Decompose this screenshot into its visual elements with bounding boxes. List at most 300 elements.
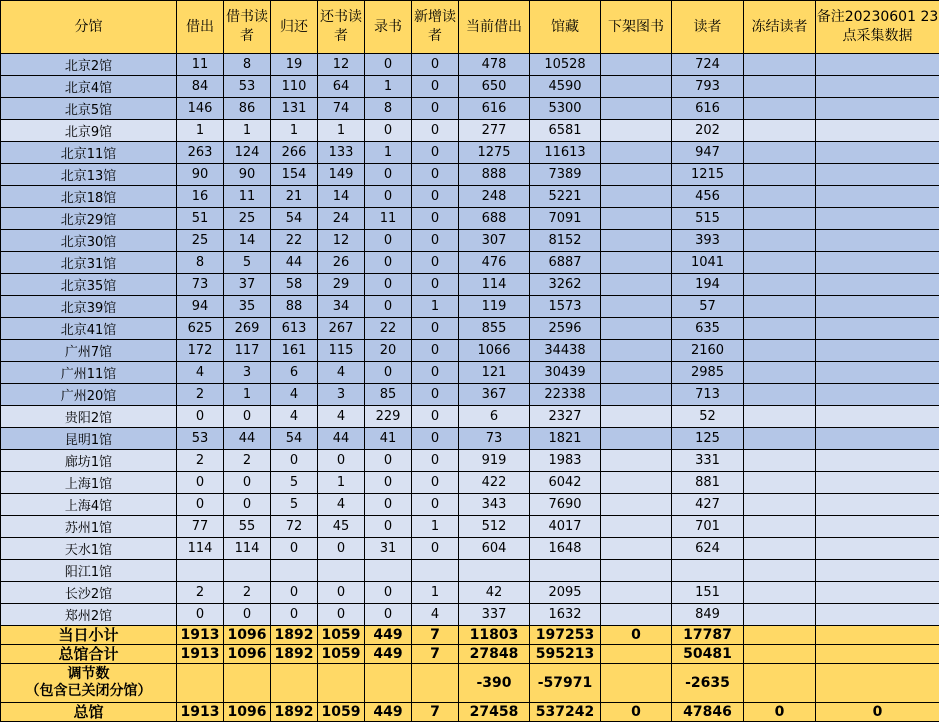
frozen-cell xyxy=(744,645,816,664)
collection-cell: 11613 xyxy=(530,142,601,164)
delisted-cell xyxy=(601,538,672,560)
readers-cell: 331 xyxy=(672,450,744,472)
note-cell xyxy=(816,494,939,516)
collection-cell: 595213 xyxy=(530,645,601,664)
recorded-cell: 449 xyxy=(365,626,412,645)
current-out-cell: 337 xyxy=(459,604,530,626)
borrowers-cell: 53 xyxy=(224,76,271,98)
new-readers-cell: 0 xyxy=(412,208,459,230)
collection-cell: 30439 xyxy=(530,362,601,384)
borrow-cell: 11 xyxy=(177,54,224,76)
frozen-cell xyxy=(744,582,816,604)
recorded-cell xyxy=(365,664,412,703)
recorded-cell: 0 xyxy=(365,164,412,186)
grand-total-row xyxy=(1,703,939,722)
returned-cell: 154 xyxy=(271,164,318,186)
branch-name-cell: 北京11馆 xyxy=(1,142,177,164)
frozen-cell xyxy=(744,164,816,186)
returned-cell: 21 xyxy=(271,186,318,208)
collection-cell: 1821 xyxy=(530,428,601,450)
branch-name-cell: 北京39馆 xyxy=(1,296,177,318)
branch-name-cell: 北京2馆 xyxy=(1,54,177,76)
current-out-cell: 1066 xyxy=(459,340,530,362)
header-row xyxy=(1,1,939,54)
current-out-cell: 616 xyxy=(459,98,530,120)
note-cell xyxy=(816,120,939,142)
returned-cell: 58 xyxy=(271,274,318,296)
borrow-cell: 114 xyxy=(177,538,224,560)
readers-cell: 1215 xyxy=(672,164,744,186)
returned-cell: 6 xyxy=(271,362,318,384)
note-cell xyxy=(816,164,939,186)
frozen-cell xyxy=(744,76,816,98)
new-readers-cell: 0 xyxy=(412,318,459,340)
branch-name-cell: 北京29馆 xyxy=(1,208,177,230)
collection-cell: 7690 xyxy=(530,494,601,516)
current-out-cell: -390 xyxy=(459,664,530,703)
header-returners: 还书读者 xyxy=(318,1,365,54)
table-row xyxy=(1,164,939,186)
recorded-cell: 0 xyxy=(365,120,412,142)
returned-cell: 72 xyxy=(271,516,318,538)
delisted-cell xyxy=(601,560,672,582)
returners-cell xyxy=(318,664,365,703)
borrow-cell: 625 xyxy=(177,318,224,340)
delisted-cell xyxy=(601,230,672,252)
recorded-cell: 0 xyxy=(365,274,412,296)
delisted-cell xyxy=(601,54,672,76)
branch-name-cell: 上海1馆 xyxy=(1,472,177,494)
current-out-cell: 6 xyxy=(459,406,530,428)
frozen-cell xyxy=(744,450,816,472)
branch-name-cell: 北京9馆 xyxy=(1,120,177,142)
new-readers-cell xyxy=(412,664,459,703)
borrow-cell: 8 xyxy=(177,252,224,274)
collection-cell: 1573 xyxy=(530,296,601,318)
note-cell xyxy=(816,472,939,494)
table-row xyxy=(1,494,939,516)
borrow-cell: 0 xyxy=(177,406,224,428)
frozen-cell xyxy=(744,142,816,164)
collection-cell: 6887 xyxy=(530,252,601,274)
delisted-cell xyxy=(601,645,672,664)
table-row xyxy=(1,252,939,274)
collection-cell: 34438 xyxy=(530,340,601,362)
readers-cell: 701 xyxy=(672,516,744,538)
recorded-cell: 229 xyxy=(365,406,412,428)
current-out-cell: 1275 xyxy=(459,142,530,164)
returners-cell: 44 xyxy=(318,428,365,450)
borrow-cell: 263 xyxy=(177,142,224,164)
new-readers-cell: 0 xyxy=(412,472,459,494)
borrow-cell: 16 xyxy=(177,186,224,208)
adjustment-row xyxy=(1,664,939,703)
note-cell xyxy=(816,626,939,645)
readers-cell: 47846 xyxy=(672,703,744,722)
recorded-cell: 0 xyxy=(365,230,412,252)
table-row xyxy=(1,538,939,560)
table-body xyxy=(1,54,939,722)
borrow-cell: 94 xyxy=(177,296,224,318)
returners-cell: 0 xyxy=(318,450,365,472)
borrowers-cell: 25 xyxy=(224,208,271,230)
table-row xyxy=(1,98,939,120)
returned-cell: 0 xyxy=(271,538,318,560)
delisted-cell xyxy=(601,362,672,384)
frozen-cell xyxy=(744,494,816,516)
frozen-cell xyxy=(744,604,816,626)
note-cell xyxy=(816,384,939,406)
returned-cell: 266 xyxy=(271,142,318,164)
current-out-cell: 114 xyxy=(459,274,530,296)
table-row xyxy=(1,76,939,98)
branch-name-cell: 北京35馆 xyxy=(1,274,177,296)
frozen-cell: 0 xyxy=(744,703,816,722)
returners-cell: 64 xyxy=(318,76,365,98)
borrow-cell: 1913 xyxy=(177,703,224,722)
current-out-cell: 11803 xyxy=(459,626,530,645)
header-delisted: 下架图书 xyxy=(601,1,672,54)
returned-cell: 44 xyxy=(271,252,318,274)
delisted-cell xyxy=(601,318,672,340)
collection-cell: 197253 xyxy=(530,626,601,645)
table-row xyxy=(1,406,939,428)
readers-cell: 393 xyxy=(672,230,744,252)
new-readers-cell: 0 xyxy=(412,274,459,296)
new-readers-cell: 0 xyxy=(412,164,459,186)
note-cell xyxy=(816,340,939,362)
frozen-cell xyxy=(744,538,816,560)
table-row xyxy=(1,318,939,340)
current-out-cell: 27848 xyxy=(459,645,530,664)
header-collection: 馆藏 xyxy=(530,1,601,54)
branch-name-cell: 当日小计 xyxy=(1,626,177,645)
frozen-cell xyxy=(744,428,816,450)
frozen-cell xyxy=(744,664,816,703)
branch-name-cell: 北京5馆 xyxy=(1,98,177,120)
collection-cell: 10528 xyxy=(530,54,601,76)
recorded-cell: 31 xyxy=(365,538,412,560)
new-readers-cell: 0 xyxy=(412,252,459,274)
note-cell xyxy=(816,362,939,384)
current-out-cell: 888 xyxy=(459,164,530,186)
table-row xyxy=(1,560,939,582)
borrow-cell: 0 xyxy=(177,604,224,626)
readers-cell: 456 xyxy=(672,186,744,208)
borrowers-cell: 3 xyxy=(224,362,271,384)
adjustment-label: 调节数 xyxy=(67,666,110,682)
recorded-cell: 85 xyxy=(365,384,412,406)
readers-cell: 624 xyxy=(672,538,744,560)
returned-cell: 54 xyxy=(271,428,318,450)
borrowers-cell: 1096 xyxy=(224,703,271,722)
note-cell xyxy=(816,252,939,274)
note-cell xyxy=(816,54,939,76)
note-cell xyxy=(816,645,939,664)
returners-cell: 149 xyxy=(318,164,365,186)
returned-cell: 110 xyxy=(271,76,318,98)
recorded-cell xyxy=(365,560,412,582)
recorded-cell: 0 xyxy=(365,604,412,626)
new-readers-cell: 0 xyxy=(412,54,459,76)
delisted-cell xyxy=(601,120,672,142)
returners-cell xyxy=(318,560,365,582)
delisted-cell xyxy=(601,186,672,208)
recorded-cell: 0 xyxy=(365,252,412,274)
table-row xyxy=(1,186,939,208)
frozen-cell xyxy=(744,384,816,406)
readers-cell: 125 xyxy=(672,428,744,450)
branch-name-cell: 北京13馆 xyxy=(1,164,177,186)
returned-cell: 1892 xyxy=(271,703,318,722)
header-readers: 读者 xyxy=(672,1,744,54)
borrow-cell: 73 xyxy=(177,274,224,296)
recorded-cell: 1 xyxy=(365,142,412,164)
returners-cell: 4 xyxy=(318,406,365,428)
returners-cell: 26 xyxy=(318,252,365,274)
new-readers-cell: 1 xyxy=(412,516,459,538)
returners-cell: 4 xyxy=(318,494,365,516)
collection-cell: 5221 xyxy=(530,186,601,208)
borrowers-cell: 117 xyxy=(224,340,271,362)
collection-cell: 7389 xyxy=(530,164,601,186)
borrowers-cell xyxy=(224,664,271,703)
note-cell xyxy=(816,406,939,428)
collection-cell: -57971 xyxy=(530,664,601,703)
borrow-cell: 1913 xyxy=(177,645,224,664)
table-row xyxy=(1,582,939,604)
readers-cell: 713 xyxy=(672,384,744,406)
new-readers-cell: 0 xyxy=(412,538,459,560)
new-readers-cell: 1 xyxy=(412,582,459,604)
header-note: 备注20230601 23点采集数据 xyxy=(816,1,939,54)
current-out-cell: 650 xyxy=(459,76,530,98)
branch-name-cell: 广州20馆 xyxy=(1,384,177,406)
note-cell xyxy=(816,230,939,252)
note-cell xyxy=(816,428,939,450)
branch-name-cell: 广州7馆 xyxy=(1,340,177,362)
readers-cell: 849 xyxy=(672,604,744,626)
table-row xyxy=(1,340,939,362)
frozen-cell xyxy=(744,208,816,230)
recorded-cell: 0 xyxy=(365,516,412,538)
note-cell xyxy=(816,516,939,538)
readers-cell xyxy=(672,560,744,582)
note-cell xyxy=(816,76,939,98)
returners-cell: 1 xyxy=(318,472,365,494)
current-out-cell: 248 xyxy=(459,186,530,208)
returned-cell: 0 xyxy=(271,604,318,626)
delisted-cell xyxy=(601,450,672,472)
returners-cell: 133 xyxy=(318,142,365,164)
readers-cell: 57 xyxy=(672,296,744,318)
readers-cell: 793 xyxy=(672,76,744,98)
borrow-cell xyxy=(177,664,224,703)
borrowers-cell: 1096 xyxy=(224,645,271,664)
returned-cell: 161 xyxy=(271,340,318,362)
delisted-cell: 0 xyxy=(601,626,672,645)
new-readers-cell: 0 xyxy=(412,230,459,252)
current-out-cell: 604 xyxy=(459,538,530,560)
current-out-cell: 367 xyxy=(459,384,530,406)
current-out-cell xyxy=(459,560,530,582)
borrowers-cell: 14 xyxy=(224,230,271,252)
daily-subtotal-row xyxy=(1,626,939,645)
note-cell xyxy=(816,582,939,604)
table-row xyxy=(1,516,939,538)
returned-cell: 1892 xyxy=(271,645,318,664)
readers-cell: 616 xyxy=(672,98,744,120)
readers-cell: 947 xyxy=(672,142,744,164)
note-cell xyxy=(816,560,939,582)
branch-name-cell: 贵阳2馆 xyxy=(1,406,177,428)
recorded-cell: 22 xyxy=(365,318,412,340)
borrow-cell: 84 xyxy=(177,76,224,98)
returned-cell: 0 xyxy=(271,450,318,472)
returners-cell: 24 xyxy=(318,208,365,230)
current-out-cell: 512 xyxy=(459,516,530,538)
table-row xyxy=(1,230,939,252)
borrow-cell: 146 xyxy=(177,98,224,120)
returned-cell: 5 xyxy=(271,494,318,516)
branch-total-row xyxy=(1,645,939,664)
frozen-cell xyxy=(744,362,816,384)
table-row xyxy=(1,142,939,164)
readers-cell: 881 xyxy=(672,472,744,494)
recorded-cell: 0 xyxy=(365,186,412,208)
borrowers-cell: 0 xyxy=(224,406,271,428)
returned-cell xyxy=(271,560,318,582)
table-row xyxy=(1,208,939,230)
table-row xyxy=(1,450,939,472)
delisted-cell xyxy=(601,582,672,604)
collection-cell: 537242 xyxy=(530,703,601,722)
branch-name-cell: 郑州2馆 xyxy=(1,604,177,626)
returners-cell: 267 xyxy=(318,318,365,340)
current-out-cell: 121 xyxy=(459,362,530,384)
header-borrowers: 借书读者 xyxy=(224,1,271,54)
returned-cell: 54 xyxy=(271,208,318,230)
readers-cell: 17787 xyxy=(672,626,744,645)
note-cell xyxy=(816,604,939,626)
recorded-cell: 0 xyxy=(365,494,412,516)
returners-cell: 1059 xyxy=(318,703,365,722)
adjustment-sublabel: （包含已关闭分馆） xyxy=(25,683,152,699)
table-row xyxy=(1,384,939,406)
collection-cell xyxy=(530,560,601,582)
borrowers-cell xyxy=(224,560,271,582)
new-readers-cell: 0 xyxy=(412,428,459,450)
note-cell xyxy=(816,538,939,560)
branch-name-cell: 总馆合计 xyxy=(1,645,177,664)
readers-cell: 194 xyxy=(672,274,744,296)
recorded-cell: 0 xyxy=(365,362,412,384)
recorded-cell: 449 xyxy=(365,645,412,664)
readers-cell: 151 xyxy=(672,582,744,604)
header-borrow: 借出 xyxy=(177,1,224,54)
delisted-cell: 0 xyxy=(601,703,672,722)
branch-name-cell: 昆明1馆 xyxy=(1,428,177,450)
current-out-cell: 42 xyxy=(459,582,530,604)
returners-cell: 45 xyxy=(318,516,365,538)
borrow-cell: 53 xyxy=(177,428,224,450)
collection-cell: 4590 xyxy=(530,76,601,98)
returners-cell: 74 xyxy=(318,98,365,120)
returned-cell: 5 xyxy=(271,472,318,494)
current-out-cell: 27458 xyxy=(459,703,530,722)
collection-cell: 1648 xyxy=(530,538,601,560)
table-row xyxy=(1,54,939,76)
current-out-cell: 855 xyxy=(459,318,530,340)
borrowers-cell: 2 xyxy=(224,582,271,604)
collection-cell: 2095 xyxy=(530,582,601,604)
header-branch: 分馆 xyxy=(1,1,177,54)
branch-name-cell: 上海4馆 xyxy=(1,494,177,516)
returners-cell: 1059 xyxy=(318,626,365,645)
branch-name-cell: 长沙2馆 xyxy=(1,582,177,604)
note-cell xyxy=(816,186,939,208)
new-readers-cell: 0 xyxy=(412,76,459,98)
returned-cell: 613 xyxy=(271,318,318,340)
returned-cell: 1892 xyxy=(271,626,318,645)
current-out-cell: 343 xyxy=(459,494,530,516)
borrow-cell: 1 xyxy=(177,120,224,142)
branch-name-cell: 北京31馆 xyxy=(1,252,177,274)
current-out-cell: 478 xyxy=(459,54,530,76)
borrow-cell: 0 xyxy=(177,472,224,494)
borrowers-cell: 44 xyxy=(224,428,271,450)
new-readers-cell: 1 xyxy=(412,296,459,318)
collection-cell: 1632 xyxy=(530,604,601,626)
table-row xyxy=(1,428,939,450)
recorded-cell: 8 xyxy=(365,98,412,120)
frozen-cell xyxy=(744,340,816,362)
delisted-cell xyxy=(601,208,672,230)
frozen-cell xyxy=(744,120,816,142)
borrowers-cell: 2 xyxy=(224,450,271,472)
frozen-cell xyxy=(744,626,816,645)
returners-cell: 12 xyxy=(318,54,365,76)
branch-name-cell: 天水1馆 xyxy=(1,538,177,560)
note-cell: 0 xyxy=(816,703,939,722)
recorded-cell: 0 xyxy=(365,450,412,472)
delisted-cell xyxy=(601,406,672,428)
readers-cell: 50481 xyxy=(672,645,744,664)
collection-cell: 2327 xyxy=(530,406,601,428)
new-readers-cell: 7 xyxy=(412,645,459,664)
borrow-cell: 2 xyxy=(177,582,224,604)
returners-cell: 115 xyxy=(318,340,365,362)
recorded-cell: 0 xyxy=(365,472,412,494)
header-recorded: 录书 xyxy=(365,1,412,54)
new-readers-cell: 0 xyxy=(412,98,459,120)
collection-cell: 22338 xyxy=(530,384,601,406)
borrowers-cell: 5 xyxy=(224,252,271,274)
frozen-cell xyxy=(744,230,816,252)
borrow-cell: 25 xyxy=(177,230,224,252)
frozen-cell xyxy=(744,296,816,318)
table-row xyxy=(1,120,939,142)
borrowers-cell: 55 xyxy=(224,516,271,538)
delisted-cell xyxy=(601,340,672,362)
new-readers-cell: 7 xyxy=(412,703,459,722)
header-current-out: 当前借出 xyxy=(459,1,530,54)
readers-cell: -2635 xyxy=(672,664,744,703)
borrowers-cell: 1096 xyxy=(224,626,271,645)
branch-name-cell: 北京18馆 xyxy=(1,186,177,208)
new-readers-cell: 0 xyxy=(412,142,459,164)
table-row xyxy=(1,604,939,626)
